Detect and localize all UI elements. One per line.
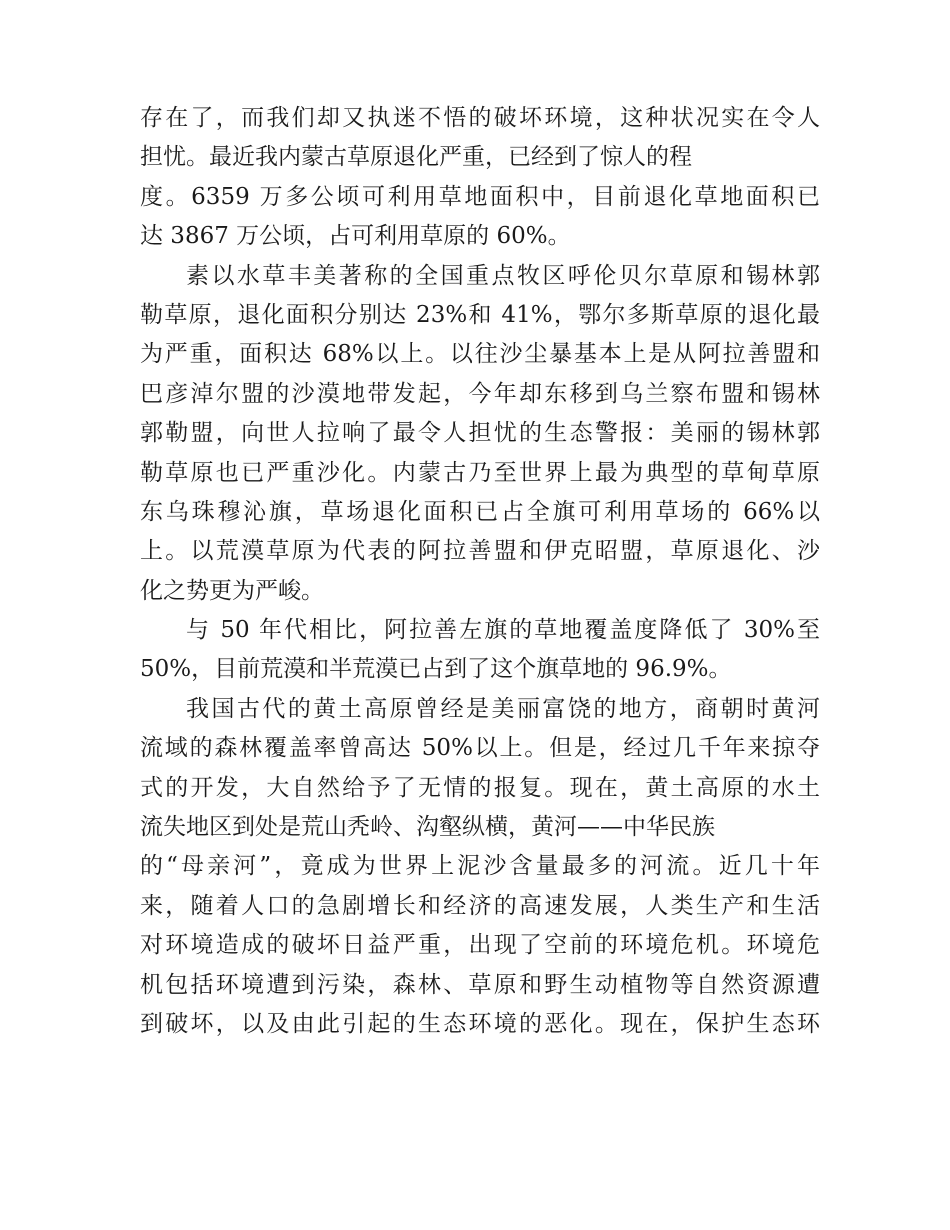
text-line: 的“母亲河”，竟成为世界上泥沙含量最多的河流。近几十年: [140, 853, 820, 880]
text-line: 化之势更为严峻。: [140, 577, 324, 604]
text-line: 上。以荒漠草原为代表的阿拉善盟和伊克昭盟，草原退化、沙: [140, 538, 820, 565]
text-line: 担忧。最近我内蒙古草原退化严重，已经到了惊人的程: [140, 144, 692, 171]
text-line: 来，随着人口的急剧增长和经济的高速发展，人类生产和生活: [140, 892, 820, 919]
text-line: 机包括环境遭到污染，森林、草原和野生动植物等自然资源遭: [140, 971, 820, 998]
text-line: 式的开发，大自然给予了无情的报复。现在，黄土高原的水土: [140, 774, 820, 801]
text-line: 流失地区到处是荒山秃岭、沟壑纵横，黄河——中华民族: [140, 814, 715, 841]
text-line: 勒草原，退化面积分别达 23%和 41%，鄂尔多斯草原的退化最: [140, 301, 820, 328]
text-line: 到破坏，以及由此引起的生态环境的恶化。现在，保护生态环: [140, 1010, 820, 1037]
text-line: 存在了，而我们却又执迷不悟的破坏环境，这种状况实在令人: [140, 105, 820, 131]
text-line: 勒草原也已严重沙化。内蒙古乃至世界上最为典型的草甸草原: [140, 459, 820, 486]
text-line: 东乌珠穆沁旗，草场退化面积已占全旗可利用草场的 66%以: [140, 498, 820, 525]
text-line: 50%，目前荒漠和半荒漠已占到了这个旗草地的 96.9%。: [140, 656, 732, 683]
text-line: 对环境造成的破坏日益严重，出现了空前的环境危机。环境危: [140, 932, 820, 959]
text-line: 我国古代的黄土高原曾经是美丽富饶的地方，商朝时黄河: [186, 695, 820, 722]
text-line: 达 3867 万公顷，占可利用草原的 60%。: [140, 223, 571, 250]
text-line: 郭勒盟，向世人拉响了最令人担忧的生态警报：美丽的锡林郭: [140, 420, 820, 447]
text-line: 巴彦淖尔盟的沙漠地带发起，今年却东移到乌兰察布盟和锡林: [140, 380, 820, 407]
body-text: [140, 99, 820, 1044]
text-line: 为严重，面积达 68%以上。以往沙尘暴基本上是从阿拉善盟和: [140, 341, 820, 368]
text-line: 素以水草丰美著称的全国重点牧区呼伦贝尔草原和锡林郭: [186, 262, 820, 289]
text-line: 度。6359 万多公顷可利用草地面积中，目前退化草地面积已: [140, 183, 820, 210]
text-line: 流域的森林覆盖率曾高达 50%以上。但是，经过几千年来掠夺: [140, 735, 820, 762]
text-line: 与 50 年代相比，阿拉善左旗的草地覆盖度降低了 30%至: [186, 617, 820, 644]
